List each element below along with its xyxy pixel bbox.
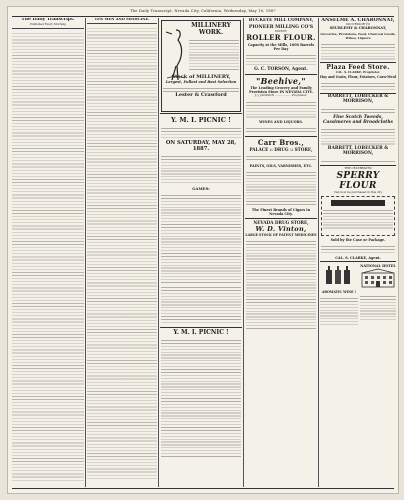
- sperry-subtitle: Can now be purchased in this city: [333, 189, 383, 194]
- ad-text-block: [360, 294, 396, 322]
- wines-liquors: WINES AND LIQUORS.: [259, 119, 303, 124]
- divider: [245, 218, 317, 219]
- clarke-agent: CAL. S. CLARKE, Agent.: [335, 255, 381, 260]
- top-rule: [12, 16, 394, 17]
- previous-firm: SEURLEMY & CHARONNAT,: [329, 25, 387, 30]
- mill-company: BUCKEYE MILL COMPANY,: [248, 18, 314, 22]
- bottom-picnic-title: Y. M. I. PICNIC !: [173, 329, 229, 336]
- ad-text-block: [321, 127, 395, 145]
- classified-ads: [161, 338, 241, 458]
- paper-subtitle: Published Every Morning: [29, 21, 67, 26]
- classified-ads: [246, 239, 316, 329]
- ad-text-block: [246, 100, 316, 118]
- cigars-line: The Finest Brands of Cigars in Nevada City.: [251, 208, 311, 217]
- aromatic-wine: AROMATIC WINE !: [321, 289, 357, 294]
- picnic-text: [161, 154, 241, 184]
- barrett-firm-bottom: BARRETT, LOBECKER & MORRISON,: [327, 146, 389, 156]
- largest-line: Largest, Fullest and Best Selection: [165, 79, 237, 84]
- ad-text-block: [321, 159, 395, 163]
- wine-bottles-icon: [320, 264, 356, 286]
- bottom-ads-row: [320, 264, 396, 326]
- beehive-proprietor: J. J. JACKSON .................. Proprietor.: [254, 93, 308, 98]
- masthead: The Daily Transcript, Nevada City, California, Wednesday, May 18, 1887: [130, 9, 276, 13]
- national-hotel: NATIONAL HOTEL: [360, 263, 396, 268]
- ad-text-block: [189, 38, 239, 72]
- column-1: [12, 18, 84, 487]
- picnic-text: [161, 285, 241, 325]
- hotel-building-icon: [360, 268, 396, 288]
- beehive-grocery: The Leading Grocery and Family Provision Store IN NEVADA CITY.: [249, 86, 313, 95]
- sperry-flour: SPERRY FLOUR: [336, 170, 380, 191]
- national-hotel-ad: [360, 264, 396, 326]
- column-rule: [85, 18, 86, 487]
- mill-capacity: Capacity at the Mills, 1000 Barrels Per Day: [247, 43, 315, 52]
- palace-drug-store: PALACE :: DRUG :: STORE,: [249, 147, 313, 153]
- vinton-name: W. D. Vinton,: [255, 225, 307, 234]
- hay-grain-line: Hay and Grain, Flour, Potatoes, Corn-Meal: [320, 74, 396, 79]
- divider: [160, 113, 242, 114]
- divider: [160, 327, 242, 328]
- news-text-block: [12, 31, 84, 481]
- ad-text-block: [321, 42, 395, 60]
- sperry-banner: [331, 200, 385, 206]
- ad-text-block: [321, 107, 395, 113]
- sold-by-case: Sold by the Case or Package.: [330, 237, 386, 242]
- aromatic-wine-ad: [320, 264, 358, 326]
- column-2: [87, 18, 157, 487]
- firm-name: Lester & Crawford: [175, 91, 227, 98]
- paper-title: The Daily Transcript.: [21, 18, 75, 22]
- successor-label: SUCCESSOR TO: [346, 22, 370, 27]
- carr-bros: Carr Bros.,: [257, 138, 305, 148]
- plaza-feed-store: Plaza Feed Store.: [326, 64, 390, 72]
- news-text-block: [87, 26, 157, 481]
- patent-label: PATENT: [275, 28, 287, 33]
- beehive-title: "Beehive,": [256, 76, 306, 87]
- divider: [320, 261, 396, 262]
- picnic-date: ON SATURDAY, MAY 28, 1887.: [165, 139, 237, 152]
- divider: [245, 74, 317, 75]
- bottom-rule: [12, 488, 394, 489]
- nevada-drug-store: NEVADA DRUG STORE,: [253, 220, 309, 226]
- divider: [87, 23, 157, 24]
- ad-text-block: [321, 244, 395, 254]
- ad-text-block: [246, 126, 316, 134]
- paints-line: PAINTS, OILS, VARNISHES, ETC.: [249, 164, 313, 169]
- millinery-title: MILLINERY WORK.: [191, 21, 231, 36]
- column-4: [245, 18, 317, 487]
- celebrated-label: THE CELEBRATED: [344, 166, 372, 171]
- newspaper-page: [7, 6, 399, 494]
- column-rule: [243, 18, 244, 487]
- column-rule: [158, 18, 159, 487]
- pioneer-milling: PIONEER MILLING CO'S: [248, 24, 314, 30]
- divider: [320, 62, 396, 63]
- plaza-owner: CAL. S. CLARKE, Proprietor.: [335, 70, 381, 75]
- column-2-heading: TEN MEN AND MEDICINE.: [94, 18, 150, 21]
- picnic-text: [161, 126, 241, 138]
- stock-line: Stock of MILLINERY,: [171, 73, 231, 80]
- mill-agent: G. C. TORSON, Agent.: [254, 67, 308, 73]
- divider: [245, 136, 317, 137]
- games-heading: GAMES:: [192, 185, 210, 191]
- ad-text-block: [323, 208, 393, 230]
- games-list: [161, 193, 241, 283]
- ad-text-block: [246, 170, 316, 206]
- divider: [12, 28, 84, 29]
- patent-medicines: LARGE STOCK OF PATENT MEDICINES: [245, 233, 317, 238]
- barrett-firm-top: BARRETT, LOBECKER & MORRISON,: [327, 94, 389, 105]
- picnic-title: Y. M. I. PICNIC !: [171, 115, 231, 124]
- charonnat-name: ANSELME A. CHARONNAT,: [321, 18, 395, 23]
- column-3: [160, 18, 242, 487]
- ad-text-block: [163, 86, 239, 92]
- ad-text-block: [320, 296, 358, 326]
- column-rule: [318, 18, 319, 487]
- groceries-line: Groceries, Provisions, Feed, Charcoal Goods, Wines, Liquors: [320, 31, 396, 40]
- roller-flour: ROLLER FLOUR.: [246, 33, 316, 43]
- millinery-ad: [161, 20, 241, 112]
- column-5: [320, 18, 396, 487]
- ad-text-block: [246, 154, 316, 162]
- sperry-ad-box: [321, 196, 395, 236]
- heron-illustration-icon: [164, 26, 188, 86]
- fine-scotch-line: Fine Scotch Tweeds, Cassimeres and Broadcloths: [323, 115, 393, 126]
- ad-text-block: [321, 81, 395, 91]
- ad-text-block: [246, 53, 316, 65]
